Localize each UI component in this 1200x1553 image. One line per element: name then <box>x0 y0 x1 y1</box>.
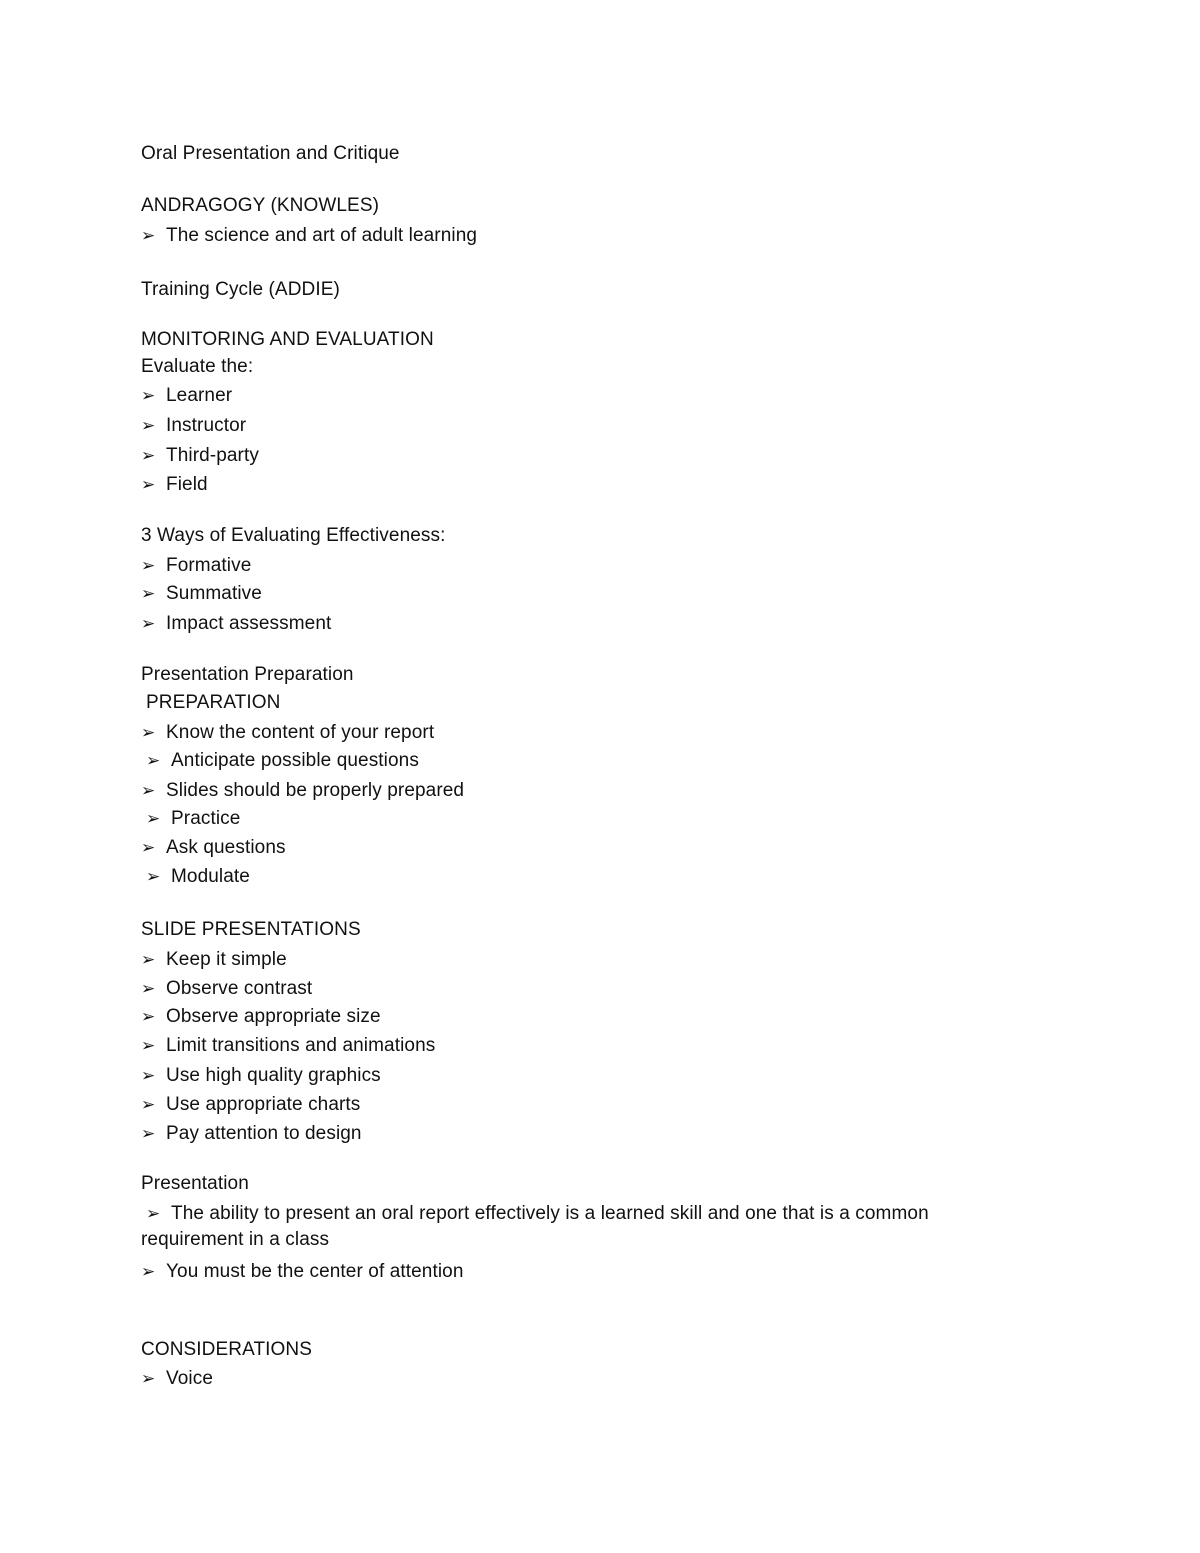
list-item: ➢ The ability to present an oral report effectively is a learned skill and one that is a common <box>146 1203 929 1224</box>
andragogy-heading: ANDRAGOGY (KNOWLES) <box>141 195 380 216</box>
arrow-bullet-icon: ➢ <box>141 1124 156 1144</box>
list-item: ➢ Voice <box>141 1368 213 1389</box>
arrow-bullet-icon: ➢ <box>141 1262 156 1282</box>
arrow-bullet-icon: ➢ <box>146 809 161 829</box>
preparation-subheading: PREPARATION <box>146 692 281 713</box>
list-item: ➢ Keep it simple <box>141 949 287 970</box>
list-item: ➢ Learner <box>141 385 233 406</box>
arrow-bullet-icon: ➢ <box>141 781 156 801</box>
training-cycle-heading: Training Cycle (ADDIE) <box>141 279 340 300</box>
document-title: Oral Presentation and Critique <box>141 143 400 164</box>
list-item: ➢ Ask questions <box>141 837 286 858</box>
list-item: ➢ You must be the center of attention <box>141 1261 464 1282</box>
slides-heading: SLIDE PRESENTATIONS <box>141 919 361 940</box>
monitoring-subheading: Evaluate the: <box>141 356 254 377</box>
arrow-bullet-icon: ➢ <box>146 1204 161 1224</box>
list-item: ➢ Impact assessment <box>141 613 332 634</box>
list-item-continuation: requirement in a class <box>141 1229 330 1250</box>
arrow-bullet-icon: ➢ <box>141 838 156 858</box>
list-item: ➢ Practice <box>146 808 241 829</box>
preparation-heading: Presentation Preparation <box>141 664 354 685</box>
monitoring-heading: MONITORING AND EVALUATION <box>141 329 434 350</box>
ways-heading: 3 Ways of Evaluating Effectiveness: <box>141 525 446 546</box>
list-item: ➢ Third-party <box>141 445 259 466</box>
list-item: ➢ Observe appropriate size <box>141 1006 381 1027</box>
arrow-bullet-icon: ➢ <box>141 556 156 576</box>
list-item: ➢ Field <box>141 474 208 495</box>
list-item: ➢ Use high quality graphics <box>141 1065 381 1086</box>
arrow-bullet-icon: ➢ <box>141 1007 156 1027</box>
list-item: ➢ Observe contrast <box>141 978 313 999</box>
list-item: ➢ Formative <box>141 555 252 576</box>
list-item: ➢ Instructor <box>141 415 247 436</box>
list-item: ➢ Limit transitions and animations <box>141 1035 436 1056</box>
arrow-bullet-icon: ➢ <box>141 1369 156 1389</box>
list-item: ➢ Know the content of your report <box>141 722 435 743</box>
arrow-bullet-icon: ➢ <box>141 950 156 970</box>
arrow-bullet-icon: ➢ <box>141 226 156 246</box>
arrow-bullet-icon: ➢ <box>146 867 161 887</box>
arrow-bullet-icon: ➢ <box>141 386 156 406</box>
arrow-bullet-icon: ➢ <box>141 723 156 743</box>
list-item: ➢ Modulate <box>146 866 250 887</box>
arrow-bullet-icon: ➢ <box>141 1095 156 1115</box>
arrow-bullet-icon: ➢ <box>141 979 156 999</box>
arrow-bullet-icon: ➢ <box>141 1036 156 1056</box>
list-item: ➢ Slides should be properly prepared <box>141 780 465 801</box>
list-item: ➢ Pay attention to design <box>141 1123 362 1144</box>
arrow-bullet-icon: ➢ <box>141 584 156 604</box>
list-item: ➢ Summative <box>141 583 262 604</box>
arrow-bullet-icon: ➢ <box>141 416 156 436</box>
arrow-bullet-icon: ➢ <box>141 614 156 634</box>
arrow-bullet-icon: ➢ <box>141 1066 156 1086</box>
considerations-heading: CONSIDERATIONS <box>141 1339 313 1360</box>
list-item: ➢ Anticipate possible questions <box>146 750 419 771</box>
arrow-bullet-icon: ➢ <box>146 751 161 771</box>
list-item: ➢ Use appropriate charts <box>141 1094 361 1115</box>
list-item: ➢ The science and art of adult learning <box>141 225 478 246</box>
arrow-bullet-icon: ➢ <box>141 446 156 466</box>
presentation-heading: Presentation <box>141 1173 249 1194</box>
arrow-bullet-icon: ➢ <box>141 475 156 495</box>
